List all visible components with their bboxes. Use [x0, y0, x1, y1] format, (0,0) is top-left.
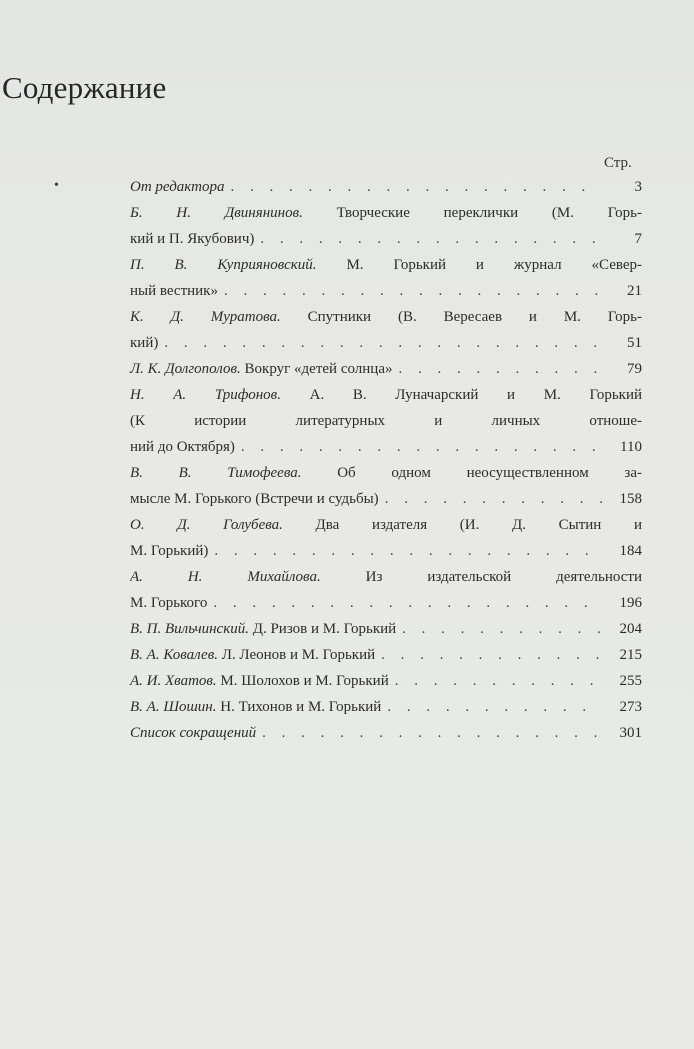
toc-entry-title: Творческие переклички (М. Горь-: [336, 205, 642, 221]
dot-leader: [208, 538, 602, 564]
page-column-header: Стр.: [604, 155, 632, 171]
dot-leader: [254, 226, 602, 252]
toc-page-number: 255: [619, 673, 642, 689]
toc-page-number: 273: [619, 699, 642, 715]
toc-entry-line: [130, 668, 642, 694]
dot-leader: [392, 356, 602, 382]
dot-leader: [375, 642, 602, 668]
toc-entry-line: [130, 564, 642, 590]
dot-leader: [207, 590, 602, 616]
dot-leader: [396, 616, 602, 642]
toc-page-number: 110: [620, 439, 642, 455]
toc-entry: [130, 564, 642, 616]
toc-entry-title: М. Горький и журнал «Север-: [346, 257, 642, 273]
toc-entry-line: [130, 200, 642, 226]
toc-entry-title: Из издательской деятельности: [365, 569, 642, 585]
toc-entry-author: В. П. Вильчинский.: [130, 621, 249, 637]
toc-entry-title: Вокруг «детей солнца»: [244, 361, 393, 377]
toc-entry-title: М. Горького: [130, 595, 208, 611]
dot-leader: [224, 174, 602, 200]
toc-entry: [130, 642, 642, 668]
dot-leader: [389, 668, 602, 694]
toc-entry-title: Д. Ризов и М. Горький: [252, 621, 397, 637]
toc-entry-line: [130, 720, 642, 746]
toc-entry: [130, 720, 642, 746]
toc-entry-line: [130, 278, 642, 304]
toc-entry-author: В. В. Тимофеева.: [130, 465, 302, 481]
toc-entry: [130, 694, 642, 720]
toc-entry-line: [130, 226, 642, 252]
toc-entry: [130, 668, 642, 694]
toc-entry: [130, 200, 642, 252]
toc-entry: [130, 616, 642, 642]
toc-entry-line: [130, 252, 642, 278]
toc-entry-title: мысле М. Горького (Встречи и судьбы): [130, 491, 379, 507]
toc-entry-title: А. В. Луначарский и М. Горький: [309, 387, 642, 403]
toc-entry-line: [130, 434, 642, 460]
toc-page-number: 79: [627, 361, 642, 377]
toc-entry-title: Об одном неосуществленном за-: [337, 465, 642, 481]
toc-entry-title: ний до Октября): [130, 439, 235, 455]
toc-page-number: 7: [634, 231, 642, 247]
toc-entry-title: Спутники (В. Вересаев и М. Горь-: [307, 309, 642, 325]
table-of-contents: [130, 174, 642, 746]
dot-leader: [158, 330, 602, 356]
dot-leader: [381, 694, 602, 720]
toc-entry-author: От редактора: [130, 179, 225, 195]
toc-entry-line: [130, 694, 642, 720]
toc-entry-author: Л. К. Долгополов.: [130, 361, 241, 377]
toc-entry-title: Н. Тихонов и М. Горький: [220, 699, 382, 715]
toc-entry-line: [130, 408, 642, 434]
toc-entry-title: М. Шолохов и М. Горький: [220, 673, 389, 689]
toc-entry-line: [130, 304, 642, 330]
toc-entry-author: О. Д. Голубева.: [130, 517, 283, 533]
toc-entry-author: Б. Н. Двинянинов.: [130, 205, 303, 221]
toc-entry: [130, 304, 642, 356]
toc-entry: [130, 252, 642, 304]
toc-entry-title: (К истории литературных и личных отноше-: [130, 413, 642, 429]
dot-leader: [379, 486, 602, 512]
toc-entry-author: В. А. Ковалев.: [130, 647, 218, 663]
toc-entry-title: кий и П. Якубович): [130, 231, 255, 247]
toc-entry-author: А. Н. Михайлова.: [130, 569, 321, 585]
toc-page-number: 158: [619, 491, 642, 507]
toc-entry-line: [130, 512, 642, 538]
toc-entry-title: Два издателя (И. Д. Сытин и: [315, 517, 642, 533]
toc-entry-author: В. А. Шошин.: [130, 699, 217, 715]
toc-entry-line: [130, 642, 642, 668]
toc-entry-line: [130, 174, 642, 200]
toc-entry: [130, 174, 642, 200]
toc-entry-author: П. В. Куприяновский.: [130, 257, 317, 273]
toc-page-number: 21: [627, 283, 642, 299]
page-title: Содержание: [2, 70, 167, 105]
toc-entry-title: кий): [130, 335, 159, 351]
toc-entry-line: [130, 486, 642, 512]
toc-page-number: 204: [619, 621, 642, 637]
bullet-mark: •: [54, 178, 59, 193]
toc-entry-title: Л. Леонов и М. Горький: [221, 647, 376, 663]
toc-entry-line: [130, 538, 642, 564]
toc-entry: [130, 460, 642, 512]
toc-entry-author: Н. А. Трифонов.: [130, 387, 281, 403]
toc-page-number: 196: [619, 595, 642, 611]
toc-page-number: 184: [619, 543, 642, 559]
toc-entry-author: Список сокращений: [130, 725, 257, 741]
toc-entry-author: А. И. Хватов.: [130, 673, 217, 689]
toc-entry-line: [130, 356, 642, 382]
toc-page-number: 51: [627, 335, 642, 351]
toc-entry: [130, 382, 642, 460]
dot-leader: [256, 720, 602, 746]
toc-page-number: 215: [619, 647, 642, 663]
toc-entry-line: [130, 382, 642, 408]
toc-entry-title: М. Горький): [130, 543, 209, 559]
toc-entry-line: [130, 330, 642, 356]
dot-leader: [218, 278, 602, 304]
toc-entry-author: К. Д. Муратова.: [130, 309, 281, 325]
toc-page-number: 3: [634, 179, 642, 195]
toc-entry-line: [130, 616, 642, 642]
toc-page-number: 301: [619, 725, 642, 741]
toc-entry: [130, 512, 642, 564]
dot-leader: [235, 434, 602, 460]
toc-entry-title: ный вестник»: [130, 283, 218, 299]
toc-entry-line: [130, 590, 642, 616]
toc-entry: [130, 356, 642, 382]
toc-entry-line: [130, 460, 642, 486]
